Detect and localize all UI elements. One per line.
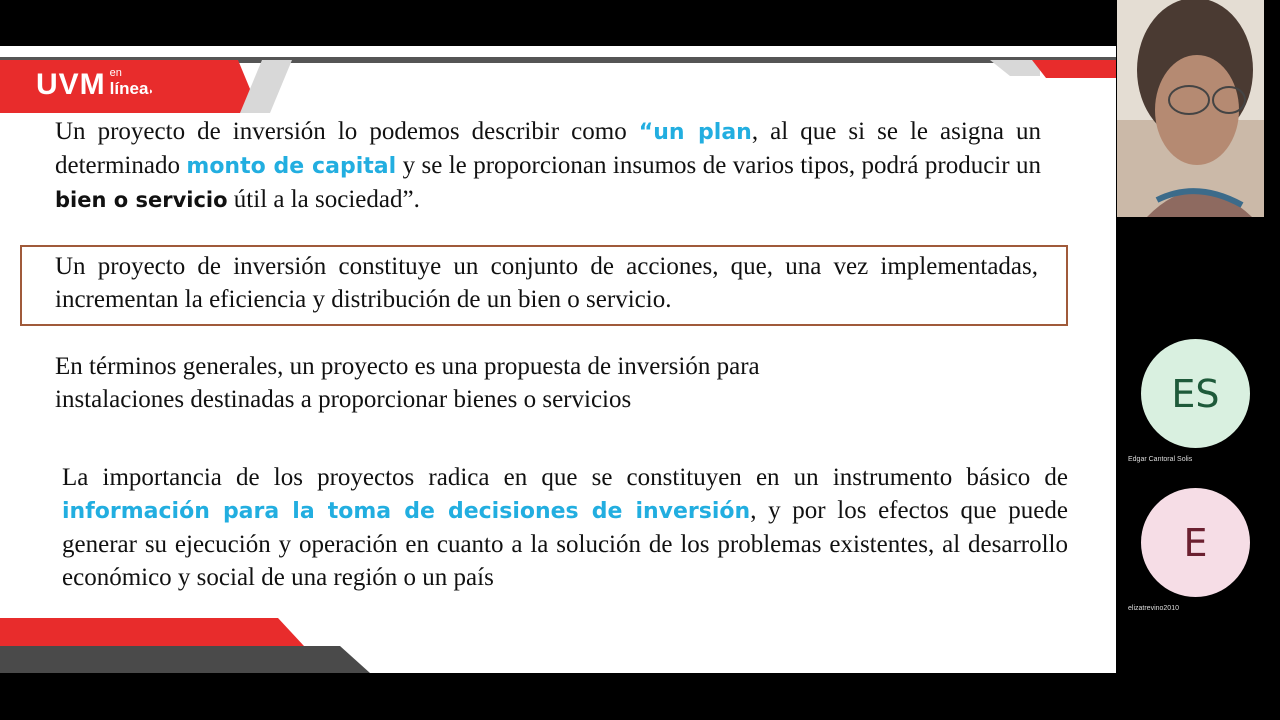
highlight-un-plan: “un plan: [638, 120, 752, 145]
highlight-informacion-decisiones: información para la toma de decisiones de inversión: [62, 499, 751, 524]
participant-video[interactable]: [1117, 0, 1264, 217]
presentation-slide: [0, 46, 1116, 673]
slide-bottom-band: [0, 616, 380, 673]
bold-bien-o-servicio: bien o servicio: [55, 188, 228, 212]
paragraph-terminos-generales: En términos generales, un proyecto es una propuesta de inversión para instalaciones destinadas a proporcionar bienes o servicios: [55, 353, 760, 413]
participant-avatar-e[interactable]: E: [1141, 488, 1250, 597]
paragraph-importancia: La importancia de los proyectos radica en que se constituyen en un instrumento básico de información para la toma de decisiones de inversión, y por los efectos que puede generar su ejecución y operación en cuanto a la solución de los problemas existentes, al desarrollo económico y social de una región o un país: [62, 464, 1068, 591]
participant-name-eliza: elizatrevino2010: [1128, 605, 1179, 612]
slide-top-band: [0, 46, 1116, 116]
participant-name-edgar: Edgar Cantoral Solis: [1128, 456, 1193, 463]
uvm-logo: UVM en línea◗: [36, 67, 154, 101]
paragraph-conjunto-acciones: Un proyecto de inversión constituye un conjunto de acciones, que, una vez implementadas, incrementan la eficiencia y distribución de un bien o servicio.: [55, 253, 1038, 313]
highlight-monto-de-capital: monto de capital: [186, 154, 397, 179]
participant-avatar-es[interactable]: ES: [1141, 339, 1250, 448]
video-feed: [1117, 0, 1264, 217]
paragraph-plan-definition: Un proyecto de inversión lo podemos describir como “un plan, al que si se le asigna un determinado monto de capital y se le proporcionan insumos de varios tipos, podrá producir un bien o servicio útil a la sociedad”.: [55, 118, 1042, 213]
